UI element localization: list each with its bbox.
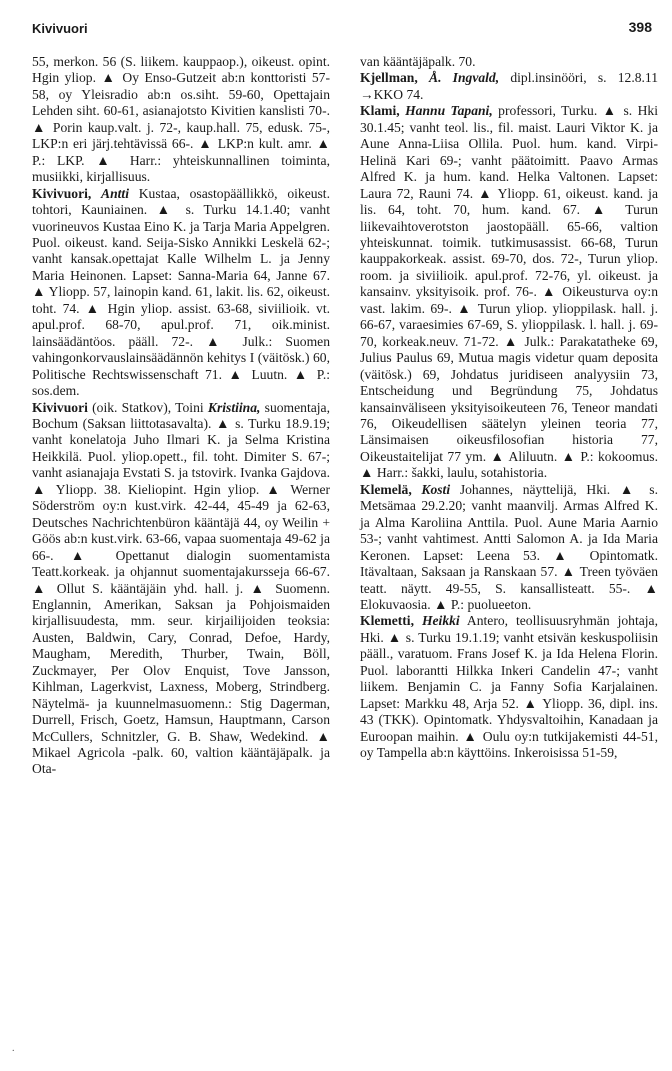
entry-text: Johannes, näyttelijä, Hki. ▲ s. Metsämaa 29.2.20; vanht maanvilj. Armas Alfred K. ja Alma Karoliina Anttila. Puol. Aune Maria Aarnio 53-; vanht vahtimest. Antti Salomon A. ja Ida Maria Keronen. Lapset: Leena 53. ▲ Opintomatk. Itävaltaan, Saksaan ja Ranskaan 57. ▲ Treen työväen teatt. näytt. 49-55, S. kansallisteatt. 55-. ▲ Elokuvaosia. ▲ P.: puolueeton. xyxy=(360,481,658,612)
entry-name-pre: (oik. Statkov), Toini xyxy=(92,399,204,415)
running-head: Kivivuori xyxy=(32,21,88,36)
entry-text: suomentaja, Bochum (Saksan liittotasavalta). ▲ s. Turku 18.9.19; vanht konelatoja Juho Ilmari K. ja Selma Kristina Heikkilä. Puol. yliop.opett., fil. toht. Dimiter S. 67-; vanht asianajaja Evstati S. ja tstovirk. Ivanka Gajdova. ▲ Yliopp. 38. Kieliopint. Hgin yliop. ▲ Werner Söderström oy:n kust.virk. 42-44, 45-49 ja 62-63, Deutsches Nachrichtenbüron kääntäjä 44, oy Weilin + Göös ab:n kust.virk. 63-66, vapaa suomentaja 49-62 ja 66-. ▲ Opettanut dialogin suomentamista Teatt.korkeak. ja ohjannut suomentajakursseja 66-67. ▲ Ollut S. kääntäjäin yhd. hall. j. ▲ Suomenn. Englannin, Amerikan, Saksan ja Pohjoismaiden kirjallisuudesta, mm. seur. kirjailijoiden teoksia: Austen, Baldwin, Cary, Conrad, Defoe, Hardy, Maugham, Meredith, Thurber, Twain, Böll, Zuckmayer, Per Olov Enquist, Tove Jansson, Kihlman, Lagerkvist, Laxness, Moberg, Strindberg. Näytelmä- ja kuunnelmasuomenn.: Stig Dagerman, Durrell, Frisch, Goetz, Hamsun, Hauptmann, Carson McCullers, Schnitzler, G. B. Shaw, Wedekind. ▲ Mikael Agricola -palk. 60, valtion kääntäjäpalk. ja Ota- xyxy=(32,399,330,777)
entry-kivivuori-toini xyxy=(32,400,330,778)
entry-text: professori, Turku. ▲ s. Hki 30.1.45; vanht teol. lis., fil. maist. Lauri Viktor K. ja Aune Anna-Liisa Ollila. Puol. hum. kand. Virpi-Helinä Kari 69-; vanht päätoimitt. Paavo Armas Alfred K. ja hum. kand. Helka Valtonen. Lapset: Laura 72, Rauni 74. ▲ Yliopp. 61, oikeust. kand. ja lis. 64, toht. 70, hum. kand. 67. ▲ Turun liikevaihtoverotston jaostopääll. 65-66, valtion yhteiskunnat. toimik. tutkimusassist. 66-68, Turun kauppakorkeak. assist. 69-70, dos. 72-, Turun yliop. room. ja siviilioik. apul.prof. 72-76, yl. oikeust. ja kansainv. yksityisoik. prof. 76-. ▲ Oikeusturva oy:n vast. lakim. 69-. ▲ Turun yliop. ylioppilask. hall. j. 66-67, varaesimies 67-69, S. ylioppilask. l. hall. j. 69-70, korkeak.neuv. 71-72. ▲ Julk.: Parakatatheke 69, Julius Paulus 69, Mutua magis videtur quam deposita (väitösk.) 69, Johdatus juridiseen analyysiin 73, Entscheidung und Begründung 75, Johdatus kansainväliseen yksityisoikeuteen 76, Teneor mandati 76, Oikeudellisen säätelyn yleinen teoria 77, Länsimaisen oikeusfilosofian historia 77, Oikeustaitelijat 77 ym. ▲ Aliluutn. ▲ P.: kokoomus. ▲ Harr.: šakki, laulu, sotahistoria. xyxy=(360,103,658,481)
entry-callname: Kristiina, xyxy=(207,399,261,415)
entry-text: Antero, teollisuusryhmän johtaja, Hki. ▲ s. Turku 19.1.19; vanht etsivän keskuspoliisin pääll., varatuom. Frans Josef K. ja Ida Helena Florin. Puol. laborantti Hilkka Inkeri Candelin 47-; vanht liikem. Benjamin C. ja Fanny Sofia Karjalainen. Lapset: Markku 48, Arja 52. ▲ Yliopp. 36, dipl. ins. 43 (TKK). Opintomatk. Yhdysvaltoihin, Kanadaan ja Euroopan maihin. ▲ Oulu oy:n tutkijakemisti 44-51, oy Tampella ab:n käyttöins. Inkeroisissa 51-59, xyxy=(360,613,658,761)
entry-kivivuori-antti xyxy=(32,186,330,400)
entry-callname: Heikki xyxy=(421,613,460,629)
entry-surname: Kjellman, xyxy=(360,70,418,86)
entry-callname: Kosti xyxy=(421,481,451,497)
entry-kjellman xyxy=(360,70,658,103)
entry-callname: Hannu Tapani, xyxy=(405,103,493,119)
entry-callname: Å. Ingvald, xyxy=(429,70,500,86)
entry-text: dipl.insinööri, s. 12.8.11 →KKO 74. xyxy=(360,70,658,102)
entry-surname: Kivivuori, xyxy=(32,185,92,201)
entry-text: Kustaa, osastopäällikkö, oikeust. tohtori, Kauniainen. ▲ s. Turku 14.1.40; vanht vuorineuvos Kustaa Eino K. ja Tarja Maria Appelgren. Puol. oikeust. kand. Seija-Sisko Annikki Leskelä 62-; vanht kansak.opettajat Kalle Wilhelm L. ja Jenny Maria Heinonen. Lapset: Sanna-Maria 64, Janne 67. ▲ Yliopp. 57, lainopin kand. 61, lakit. lis. 62, oikeust. toht. 74. ▲ Hgin yliop. assist. 63-68, siviilioik. vt. apul.prof. 68-70, apul.prof. 71, oik.minist. lainsäädäntöos. pääll. 72-. ▲ Julk.: Suomen vahingonkorvauslainsäädännön kehitys I (väitösk.) 60, Politische Rechtswissenschaft 71. ▲ Luutn. ▲ P.: sos.dem. xyxy=(32,185,330,399)
left-column xyxy=(32,54,330,778)
page-number: 398 xyxy=(628,19,652,35)
entry-surname: Klemelä, xyxy=(360,481,412,497)
right-column xyxy=(360,54,658,761)
entry-continuation: 55, merkon. 56 (S. liikem. kauppaop.), oikeust. opint. Hgin yliop. ▲ Oy Enso-Gutzeit ab:n konttoristi 57-58, oy Yleisradio ab:n os.siht. 59-60, Opettajain Lehden siht. 60-61, asianajotsto Kivitien kanslisti 70-. ▲ Porin kaup.valt. j. 72-, kaup.hall. 75, edusk. 75-, LKP:n eri järj.tehtävissä 66-. ▲ LKP:n kult. amr. ▲ P.: LKP. ▲ Harr.: yhteiskunnallinen toiminta, musiikki, kirjallisuus. xyxy=(32,54,330,185)
entry-surname: Kivivuori xyxy=(32,399,88,415)
entry-klemetti xyxy=(360,613,658,761)
entry-continuation: van kääntäjäpalk. 70. xyxy=(360,54,476,69)
entry-surname: Klami, xyxy=(360,103,400,119)
stray-mark: . xyxy=(12,1043,15,1054)
entry-callname: Antti xyxy=(101,185,129,201)
entry-klami xyxy=(360,103,658,481)
entry-surname: Klemetti, xyxy=(360,613,414,629)
entry-klemela xyxy=(360,482,658,614)
